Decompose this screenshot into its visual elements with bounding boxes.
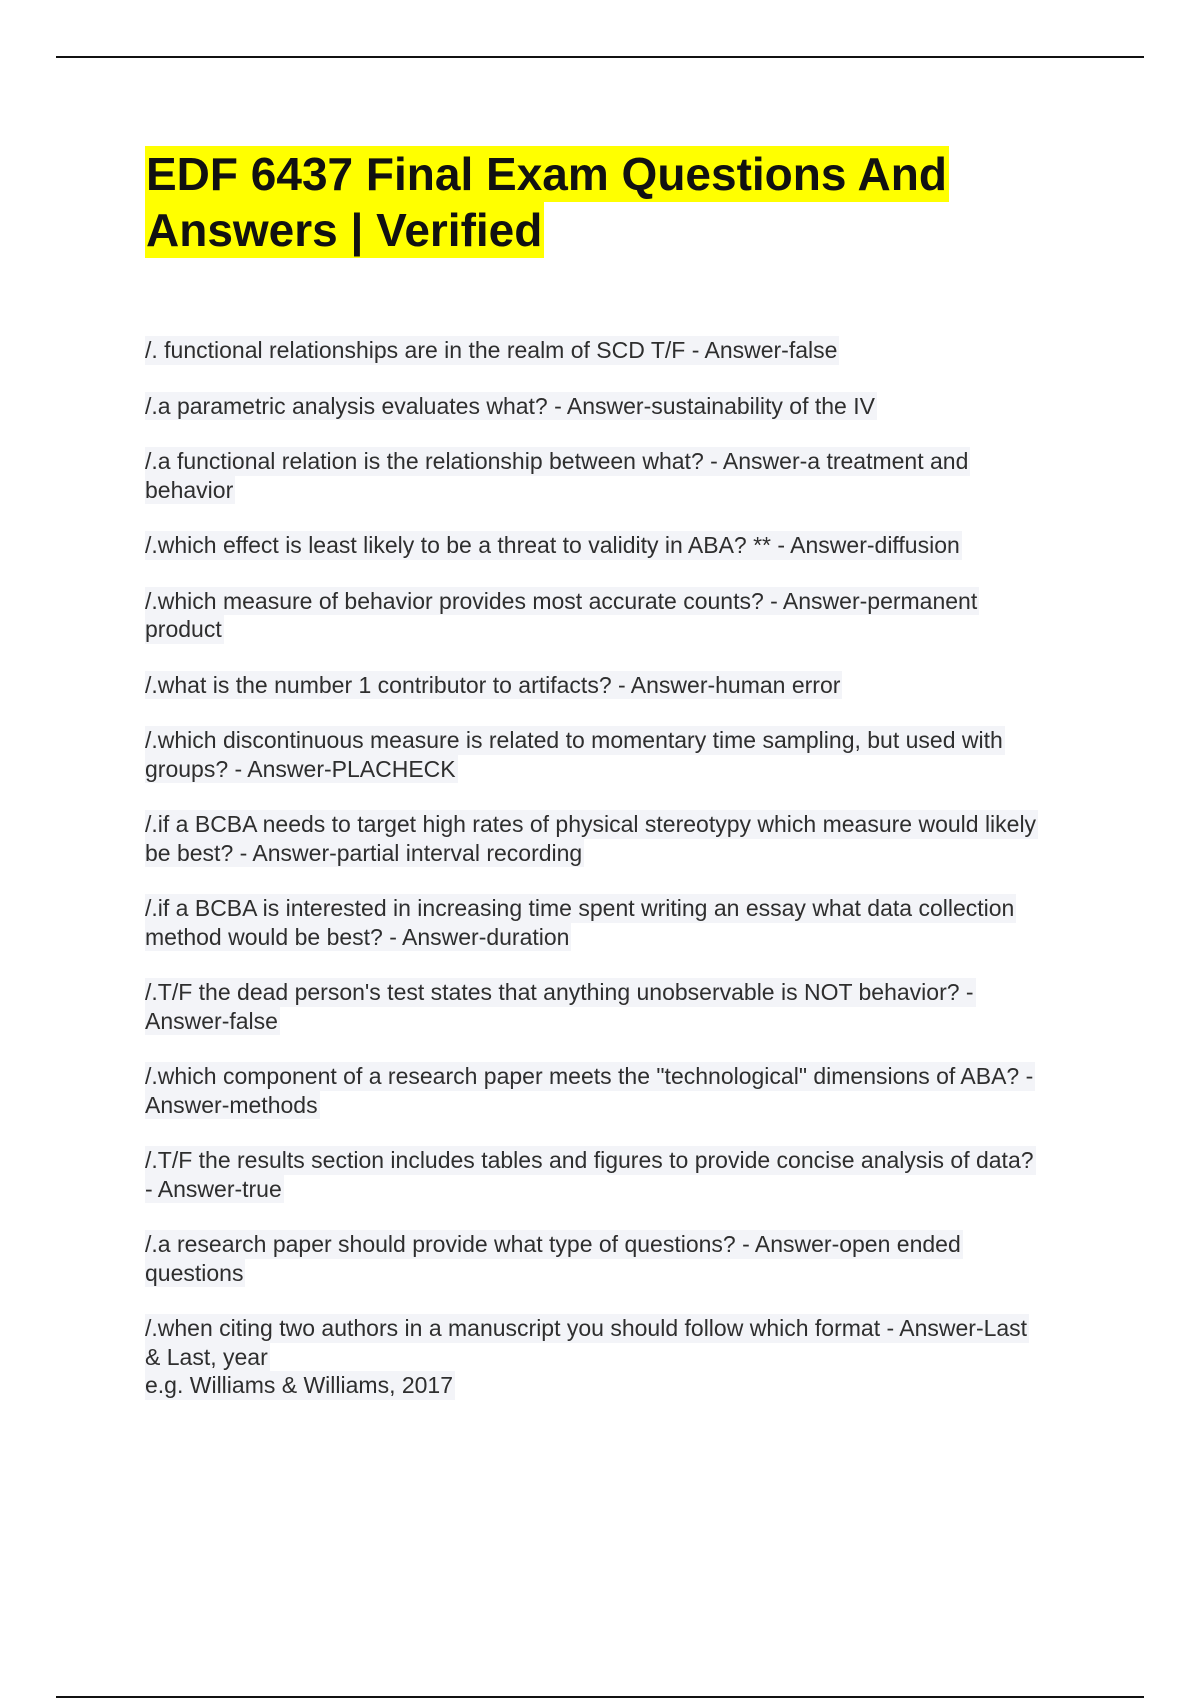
- qa-line: /.a parametric analysis evaluates what? - Answer-sustainability of the IV: [145, 392, 875, 419]
- title-line: EDF 6437 Final Exam Questions And: [146, 148, 947, 200]
- qa-line: Answer-false: [145, 1007, 278, 1034]
- qa-line: /.which measure of behavior provides most accurate counts? - Answer-permanent: [145, 587, 978, 614]
- qa-line: /.what is the number 1 contributor to artifacts? - Answer-human error: [145, 671, 841, 698]
- qa-item: [145, 978, 1095, 1035]
- qa-list: [145, 336, 1095, 1427]
- qa-item: [145, 894, 1095, 951]
- qa-line: & Last, year: [145, 1343, 268, 1370]
- qa-line: /.if a BCBA is interested in increasing time spent writing an essay what data collection: [145, 895, 1015, 921]
- qa-line: behavior: [145, 476, 234, 503]
- qa-item: [145, 726, 1095, 783]
- document-title: [145, 146, 1095, 258]
- qa-line: /.T/F the dead person's test states that anything unobservable is NOT behavior? -: [145, 979, 974, 1005]
- qa-line: /. functional relationships are in the realm of SCD T/F - Answer-false: [145, 337, 838, 363]
- qa-line: /.if a BCBA needs to target high rates of physical stereotypy which measure would likely: [145, 811, 1037, 837]
- qa-line: be best? - Answer-partial interval recording: [145, 839, 583, 866]
- top-rule: [56, 56, 1144, 58]
- qa-line: /.a functional relation is the relationship between what? - Answer-a treatment and: [145, 448, 969, 474]
- qa-line: Answer-methods: [145, 1091, 318, 1118]
- qa-item: [145, 671, 1095, 700]
- qa-item: [145, 531, 1095, 560]
- qa-line: /.T/F the results section includes tables and figures to provide concise analysis of data?: [145, 1147, 1034, 1173]
- qa-item: [145, 810, 1095, 867]
- qa-line: /.which discontinuous measure is related to momentary time sampling, but used with: [145, 727, 1003, 753]
- bottom-rule: [56, 1696, 1144, 1698]
- qa-item: [145, 1062, 1095, 1119]
- qa-line: /.which effect is least likely to be a threat to validity in ABA? ** - Answer-diffusion: [145, 532, 960, 558]
- qa-item: [145, 587, 1095, 644]
- qa-item: [145, 1314, 1095, 1400]
- qa-line: - Answer-true: [145, 1175, 282, 1202]
- qa-line: /.a research paper should provide what type of questions? - Answer-open ended: [145, 1231, 961, 1257]
- qa-line: e.g. Williams & Williams, 2017: [145, 1372, 454, 1398]
- qa-line: groups? - Answer-PLACHECK: [145, 755, 456, 782]
- qa-item: [145, 392, 1095, 421]
- qa-line: /.when citing two authors in a manuscript you should follow which format - Answer-Last: [145, 1315, 1028, 1341]
- qa-item: [145, 1230, 1095, 1287]
- qa-item: [145, 1146, 1095, 1203]
- qa-line: questions: [145, 1259, 244, 1286]
- title-line: Answers | Verified: [146, 204, 543, 256]
- qa-item: [145, 336, 1095, 365]
- document-page: [145, 146, 1095, 1398]
- qa-line: product: [145, 616, 222, 642]
- qa-line: /.which component of a research paper meets the "technological" dimensions of ABA? -: [145, 1063, 1034, 1089]
- qa-line: method would be best? - Answer-duration: [145, 923, 570, 950]
- qa-item: [145, 447, 1095, 504]
